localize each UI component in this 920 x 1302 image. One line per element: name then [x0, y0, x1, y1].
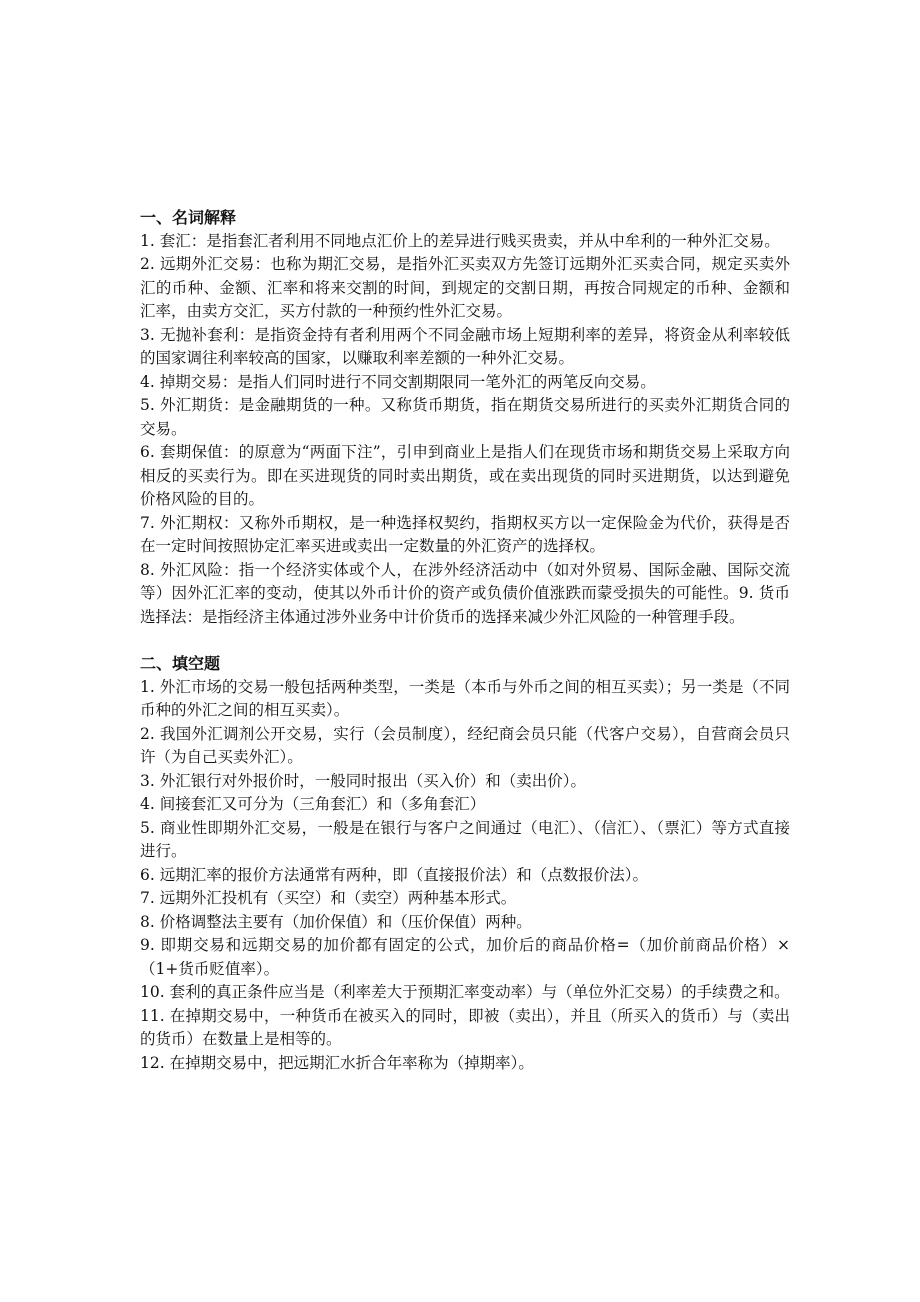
definition-item: 5. 外汇期货：是金融期货的一种。又称货币期货，指在期货交易所进行的买卖外汇期货合同的交易。: [140, 396, 790, 438]
fill-in-item: 10. 套利的真正条件应当是（利率差大于预期汇率变动率）与（单位外汇交易）的手续费之和。: [140, 983, 790, 1001]
fill-in-item: 3. 外汇银行对外报价时，一般同时报出（买入价）和（卖出价）。: [140, 771, 586, 790]
fill-in-item: 2. 我国外汇调剂公开交易，实行（会员制度），经纪商会员只能（代客户交易），自营商会员只许（为自己买卖外汇）。: [140, 724, 790, 766]
fill-in-item: 12. 在掉期交易中，把远期汇水折合年率称为（掉期率）。: [140, 1053, 534, 1072]
fill-in-item: 1. 外汇市场的交易一般包括两种类型，一类是（本币与外币之间的相互买卖）；另一类是（不同币种的外汇之间的相互买卖）。: [140, 677, 790, 719]
fill-in-item: 7. 远期外汇投机有（买空）和（卖空）两种基本形式。: [140, 889, 517, 907]
fill-in-item: 6. 远期汇率的报价方法通常有两种，即（直接报价法）和（点数报价法）。: [140, 865, 648, 884]
fill-in-item: 5. 商业性即期外汇交易，一般是在银行与客户之间通过（电汇）、（信汇）、（票汇）等方式直接进行。: [140, 818, 790, 860]
section-spacer: [140, 629, 790, 652]
definition-item: 8. 外汇风险：指一个经济实体或个人，在涉外经济活动中（如对外贸易、国际金融、国际交流等）因外汇汇率的变动，使其以外币计价的资产或负债价值涨跌而蒙受损失的可能性。9. 货币选择法：是指经济主体通过涉外业务中计价货币的选择来减少外汇风险的一种管理手段。: [140, 560, 790, 626]
definition-item: 3. 无抛补套利：是指资金持有者利用两个不同金融市场上短期利率的差异，将资金从利率较低的国家调往利率较高的国家，以赚取利率差额的一种外汇交易。: [140, 325, 790, 367]
section-title-fill-in: 二、填空题: [140, 654, 221, 673]
fill-in-item: 9. 即期交易和远期交易的加价都有固定的公式，加价后的商品价格=（加价前商品价格）×（1+货币贬值率）。: [140, 936, 790, 978]
definition-item: 1. 套汇：是指套汇者利用不同地点汇价上的差异进行贱买贵卖，并从中牟利的一种外汇交易。: [140, 231, 780, 250]
fill-in-item: 4. 间接套汇又可分为（三角套汇）和（多角套汇）: [140, 795, 486, 813]
definition-item: 4. 掉期交易：是指人们同时进行不同交割期限同一笔外汇的两笔反向交易。: [140, 372, 656, 391]
definition-item: 2. 远期外汇交易：也称为期汇交易，是指外汇买卖双方先签订远期外汇买卖合同，规定买卖外汇的币种、金额、汇率和将来交割的时间，到规定的交割日期，再按合同规定的币种、金额和汇率，由卖方交汇，买方付款的一种预约性外汇交易。: [140, 255, 790, 320]
definition-item: 6. 套期保值：的原意为“两面下注”，引申到商业上是指人们在现货市场和期货交易上采取方向相反的买卖行为。即在买进现货的同时卖出期货，或在卖出现货的同时买进期货，以达到避免价格风险的目的。: [140, 443, 790, 508]
document-body: [140, 206, 790, 1075]
fill-in-item: 11. 在掉期交易中，一种货币在被买入的同时，即被（卖出），并且（所买入的货币）与（卖出的货币）在数量上是相等的。: [140, 1006, 790, 1048]
fill-in-item: 8. 价格调整法主要有（加价保值）和（压价保值）两种。: [140, 912, 532, 931]
section-title-definitions: 一、名词解释: [140, 208, 237, 227]
definition-item: 7. 外汇期权：又称外币期权，是一种选择权契约，指期权买方以一定保险金为代价，获得是否在一定时间按照协定汇率买进或卖出一定数量的外汇资产的选择权。: [140, 513, 790, 555]
